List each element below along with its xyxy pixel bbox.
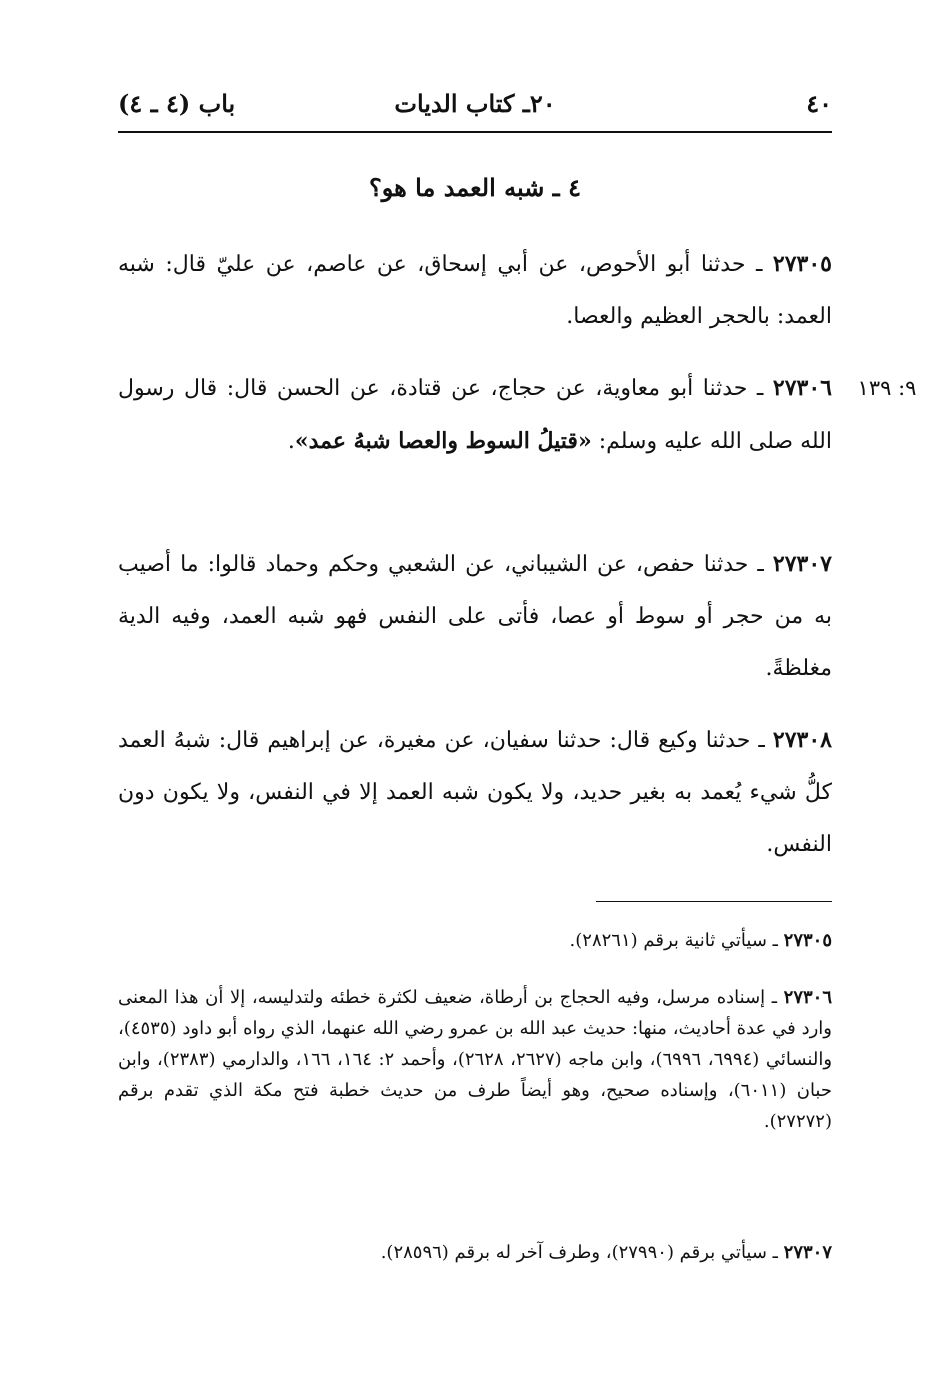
hadith-text: ـ حدثنا حفص، عن الشيباني، عن الشعبي وحكم وحماد قالوا: ما أصيب به من حجر أو سوط أو عصا، فأتى على النفس فهو شبه العمد، وفيه الدية مغلظةً.	[118, 552, 832, 681]
book-title: ٢٠ـ كتاب الديات	[394, 89, 556, 118]
prophetic-quote: «قتيلُ السوط والعصا شبهُ عمد»	[294, 428, 592, 454]
chapter-reference: باب (٤ ـ ٤)	[118, 89, 236, 118]
footnote-number: ٢٧٣٠٥	[783, 930, 832, 951]
hadith-text: ـ حدثنا أبو معاوية، عن حجاج، عن قتادة، عن الحسن قال: قال رسول الله صلى الله عليه وسلم:	[118, 376, 832, 454]
hadith-paragraph	[118, 714, 832, 871]
footnote	[118, 925, 832, 956]
margin-reference: ٩: ١٣٩	[857, 376, 917, 400]
footnote-text: ـ سيأتي ثانية برقم (٢٨٢٦١).	[569, 930, 784, 951]
footnote-number: ٢٧٣٠٦	[783, 987, 832, 1008]
hadith-text: ـ حدثنا وكيع قال: حدثنا سفيان، عن مغيرة، عن إبراهيم قال: شبهُ العمد كلُّ شيء يُعمد به بغير حديد، ولا يكون شبه العمد إلا في النفس، ولا يكون دون النفس.	[118, 728, 832, 857]
hadith-number: ٢٧٣٠٥	[772, 251, 832, 277]
section-title: ٤ ـ شبه العمد ما هو؟	[369, 173, 581, 202]
hadith-number: ٢٧٣٠٧	[772, 551, 832, 577]
hadith-number: ٢٧٣٠٨	[772, 727, 832, 753]
footnote-text: ـ إسناده مرسل، وفيه الحجاج بن أرطاة، ضعيف لكثرة خطئه ولتدليسه، إلا أن هذا المعنى وارد في عدة أحاديث، منها: حديث عبد الله بن عمرو رضي الله عنهما، الذي رواه أبو داود (٤٥٣٥)، والنسائي (٦٩٩٤، ٦٩٩٦)، وابن ماجه (٢٦٢٧، ٢٦٢٨)، وأحمد ٢: ١٦٤، ١٦٦، والدارمي (٢٣٨٣)، وابن حبان (٦٠١١)، وإسناده صحيح، وهو أيضاً طرف من حديث خطبة فتح مكة الذي تقدم برقم (٢٧٢٧٢).	[118, 987, 833, 1132]
page-number: ٤٠	[806, 89, 832, 118]
hadith-text: ـ حدثنا أبو الأحوص، عن أبي إسحاق، عن عاصم، عن عليّ قال: شبه العمد: بالحجر العظيم والعصا.	[118, 252, 832, 329]
footnote-number: ٢٧٣٠٧	[783, 1242, 832, 1263]
footnote-text: ـ سيأتي برقم (٢٧٩٩٠)، وطرف آخر له برقم (٢٨٥٩٦).	[380, 1242, 784, 1263]
hadith-paragraph	[118, 362, 832, 468]
header-divider	[118, 131, 832, 133]
hadith-number: ٢٧٣٠٦	[772, 375, 832, 401]
hadith-text-end: .	[287, 429, 295, 454]
hadith-paragraph	[118, 538, 832, 695]
footnote-divider	[596, 901, 832, 902]
footnote	[118, 982, 832, 1137]
page-header	[118, 84, 832, 124]
footnote	[118, 1237, 832, 1268]
hadith-paragraph	[118, 238, 832, 343]
